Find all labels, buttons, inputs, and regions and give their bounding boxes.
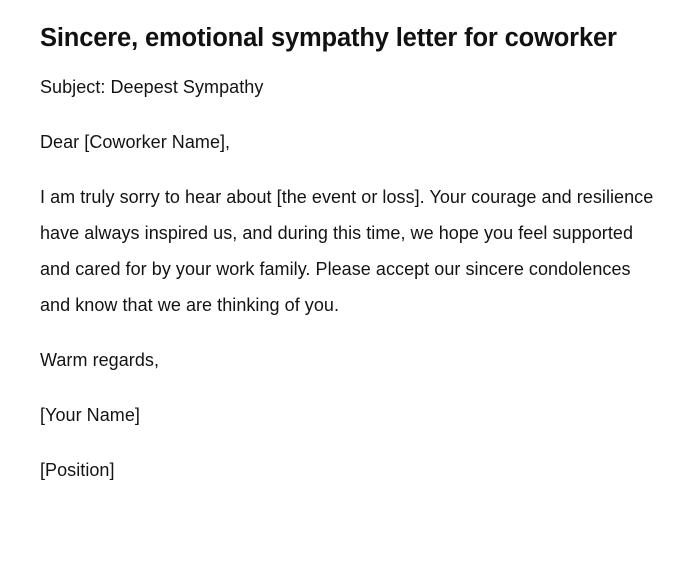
letter-body-paragraph: I am truly sorry to hear about [the event or loss]. Your courage and resilience have always inspired us, and during this time, we hope you feel supported and cared for by your work family. Please accept our sincere condolences and know that we are thinking of you. [40,186,654,315]
letter-subject-line: Subject: Deepest Sympathy [40,76,264,97]
letter-signature-position: [Position] [40,459,115,480]
letter-closing: Warm regards, [40,349,160,370]
page-title: Sincere, emotional sympathy letter for coworker [40,24,617,52]
letter-body [40,69,660,488]
letter-signature-name: [Your Name] [40,404,140,425]
letter-salutation: Dear [Coworker Name], [40,131,231,152]
